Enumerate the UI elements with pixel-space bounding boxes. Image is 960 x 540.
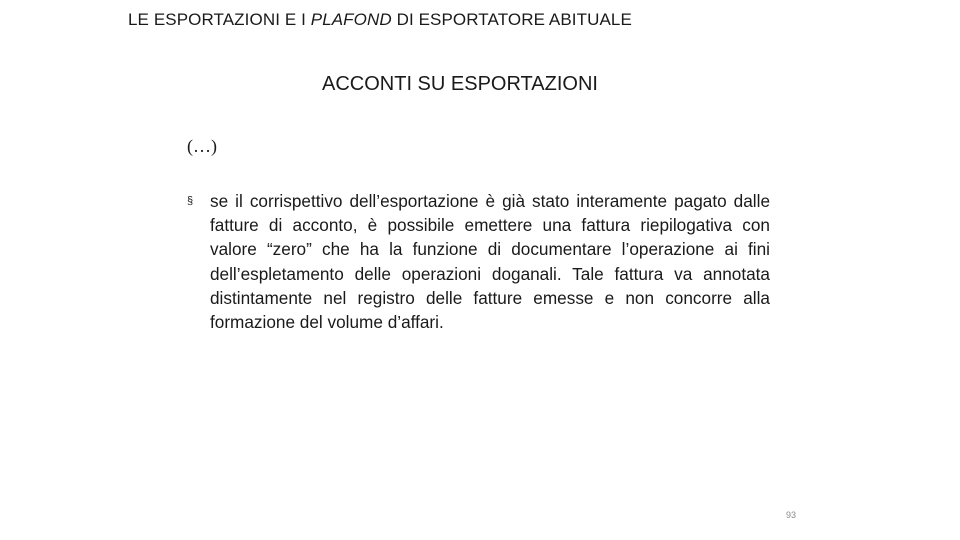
section-header-italic: PLAFOND (310, 10, 392, 29)
section-header (128, 10, 632, 30)
bullet-item (187, 189, 770, 334)
square-bullet-icon: § (187, 195, 194, 207)
slide-title: ACCONTI SU ESPORTAZIONI (322, 73, 598, 95)
section-header-prefix: LE ESPORTAZIONI E I (128, 10, 311, 29)
ellipsis-text: (…) (187, 136, 217, 156)
page-number: 93 (786, 510, 797, 520)
section-header-suffix: DI ESPORTATORE ABITUALE (391, 10, 632, 29)
bullet-text: se il corrispettivo dell’esportazione è già stato interamente pagato dalle fatture di acconto, è possibile emettere una fattura riepilogativa con valore “zero” che ha la funzione di documentare l’operazione ai fini dell’espletamento delle operazioni doganali. Tale fattura va annotata distintamente nel registro delle fatture emesse e non concorre alla formazione del volume d’affari. (210, 191, 770, 333)
